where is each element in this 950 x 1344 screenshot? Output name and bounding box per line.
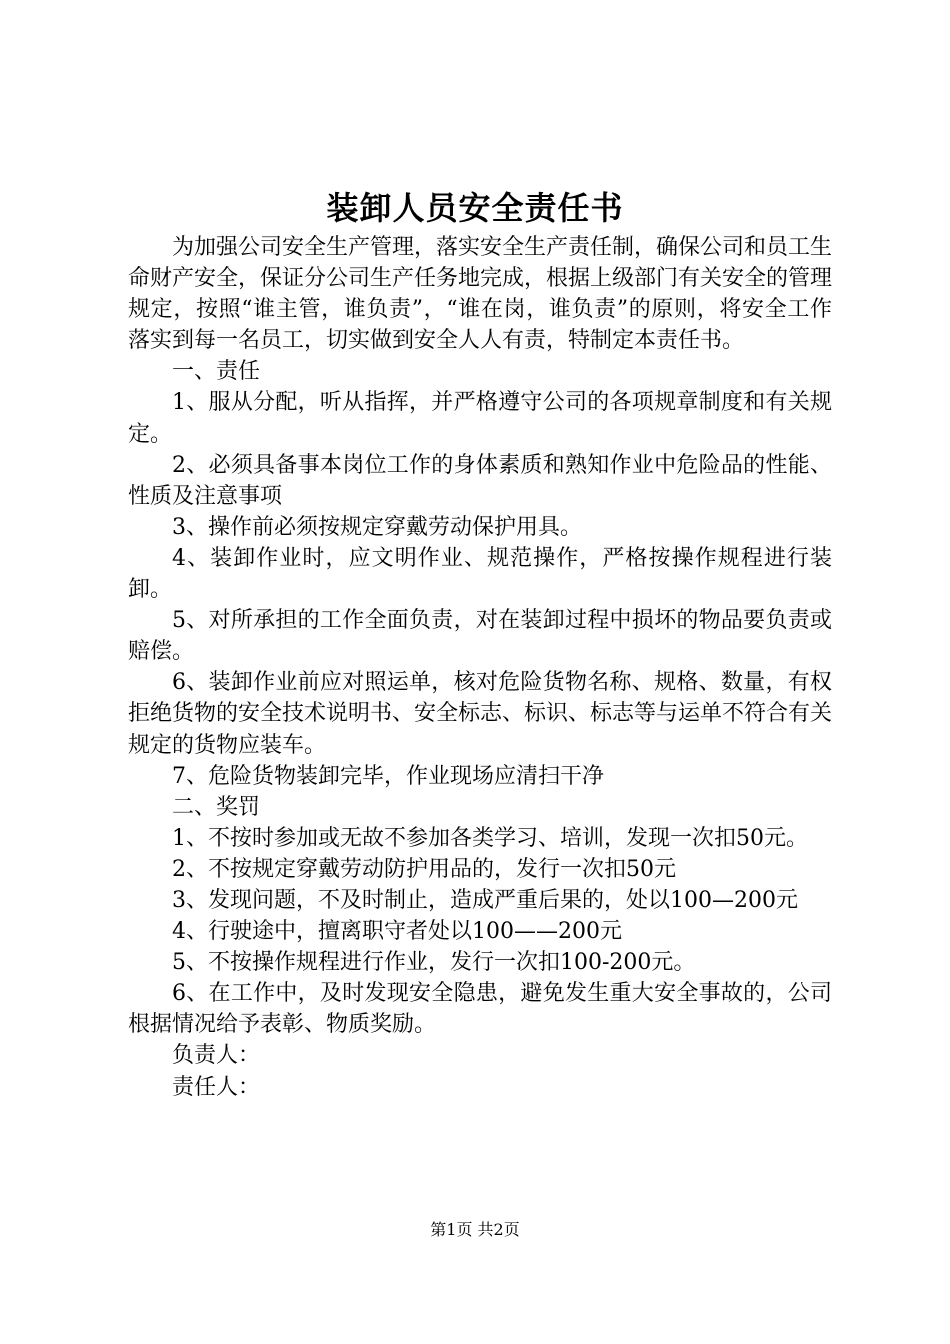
reward-item-6: 6、在工作中，及时发现安全隐患，避免发生重大安全事故的，公司根据情况给予表彰、物质奖励。: [128, 981, 832, 1038]
responsibility-item-2: 2、必须具备事本岗位工作的身体素质和熟知作业中危险品的性能、性质及注意事项: [128, 452, 832, 509]
intro-paragraph: 为加强公司安全生产管理，落实安全生产责任制，确保公司和员工生命财产安全，保证分公司生产任务地完成，根据上级部门有关安全的管理规定，按照“谁主管，谁负责”，“谁在岗，谁负责”的原则，将安全工作落实到每一名员工，切实做到安全人人有责，特制定本责任书。: [128, 235, 833, 354]
document-title: 装卸人员安全责任书: [326, 189, 624, 227]
responsibility-item-4: 4、装卸作业时，应文明作业、规范操作，严格按操作规程进行装卸。: [128, 545, 832, 603]
page-footer: 第1页 共2页: [430, 1220, 520, 1239]
penalty-item-2: 2、不按规定穿戴劳动防护用品的，发行一次扣50元: [172, 856, 676, 882]
responsibility-item-7: 7、危险货物装卸完毕，作业现场应清扫干净: [172, 763, 604, 789]
responsibility-item-5: 5、对所承担的工作全面负责，对在装卸过程中损坏的物品要负责或赔偿。: [128, 608, 832, 665]
penalty-item-1: 1、不按时参加或无故不参加各类学习、培训，发现一次扣50元。: [172, 825, 808, 851]
responsibility-item-1: 1、服从分配，听从指挥，并严格遵守公司的各项规章制度和有关规定。: [128, 390, 832, 447]
section-heading-responsibility: 一、责任: [172, 359, 261, 385]
section-heading-rewards-penalties: 二、奖罚: [172, 794, 261, 820]
signature-line-duty-person: 责任人：: [172, 1074, 261, 1100]
penalty-item-5: 5、不按操作规程进行作业，发行一次扣100-200元。: [172, 950, 696, 976]
penalty-item-4: 4、行驶途中，擅离职守者处以100——200元: [172, 919, 622, 945]
signature-line-responsible-person: 负责人：: [172, 1043, 261, 1069]
penalty-item-3: 3、发现问题，不及时制止，造成严重后果的，处以100—200元: [172, 887, 798, 913]
responsibility-item-6: 6、装卸作业前应对照运单，核对危险货物名称、规格、数量，有权拒绝货物的安全技术说明书、安全标志、标识、标志等与运单不符合有关规定的货物应装车。: [128, 670, 833, 758]
document-body: [128, 232, 832, 1103]
responsibility-item-3: 3、操作前必须按规定穿戴劳动保护用具。: [172, 514, 582, 540]
